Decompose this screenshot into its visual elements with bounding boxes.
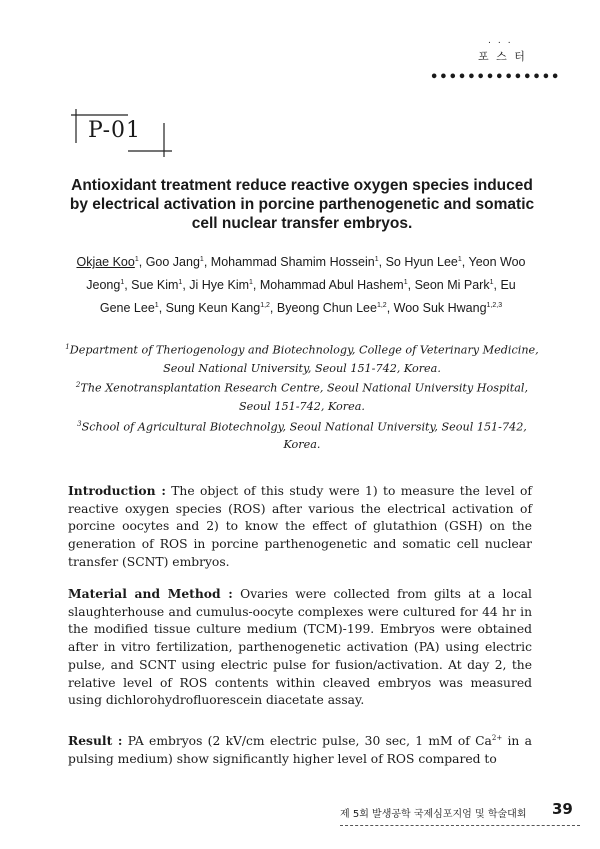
abstract-code: P-01	[88, 118, 142, 143]
affiliation	[64, 339, 540, 377]
author-affiliation-mark: 1	[154, 301, 159, 309]
affiliation-text: Department of Theriogenology and Biotechnology, College of Veterinary Medicine, Seoul National University, Seoul 151-742, Korea.	[69, 343, 539, 375]
affiliation	[64, 416, 540, 454]
author-affiliation-mark: 1	[120, 278, 125, 286]
result-paragraph	[68, 730, 532, 769]
paper-title: Antioxidant treatment reduce reactive oxygen species induced by electrical activation in porcine parthenogenetic and somatic cell nuclear transfer embryos.	[69, 177, 535, 232]
author-affiliation-mark: 1	[178, 278, 183, 286]
author-name: So Hyun Lee	[385, 255, 458, 270]
introduction-text: The object of this study were 1) to measure the level of reactive oxygen species (ROS) after various the electrical activation of porcine oocytes and 2) to know the effect of glutathion (GSH) on the generation of ROS in porcine parthenogenetic and somatic cell nuclear transfer (SCNT) embryos.	[68, 484, 532, 569]
page-number: 39	[552, 800, 573, 818]
author-affiliation-mark: 1	[134, 256, 139, 263]
affiliation-mark: 1	[65, 343, 70, 351]
introduction-paragraph	[68, 482, 532, 572]
author-affiliation-mark: 1	[249, 278, 253, 286]
result-text-a: PA embryos (2 kV/cm electric pulse, 30 sec, 1 mM of Ca	[127, 734, 492, 749]
author-affiliation-mark: 1	[199, 256, 204, 263]
result-superscript: 2+	[491, 734, 503, 742]
author-name: Woo Suk Hwang	[393, 300, 487, 315]
author-name: Seon Mi Park	[414, 277, 490, 292]
author-name: Okjae Koo	[76, 255, 135, 270]
affiliation-list	[64, 339, 540, 454]
author-list: Okjae Koo$^1$, Goo Jang$^1$, Mohammad Shamim Hossein$^1$, So Hyun Lee$^1$, Yeon Woo Jeong$^1$, Sue Kim$^1$, Ji Hye Kim$^1$, Mohammad Abul Hashem$^1$, Seon Mi Park$^1$, Eu Gene Lee$^1$, Sung Keun Kang$^{1,2}$, Byeong Chun Lee$^{1,2}$, Woo Suk Hwang$^{1,2,3}$	[76, 255, 526, 315]
methods-text: Ovaries were collected from gilts at a local slaughterhouse and cumulus-oocyte complexes were cultured for 44 hr in the modified tissue culture medium (TCM)-199. Embryos were obtained after in vitro fertilization, parthenogenetic activation (PA) using electric pulse, and SCNT using electric pulse for fusion/activation. At day 2, the relative level of ROS contents within cleaved embryos was measured using dichlorohydrofluorescein diacetate assay.	[68, 587, 532, 708]
author-affiliation-mark: 1	[457, 256, 462, 263]
affiliation-mark: 2	[75, 381, 81, 390]
section-label: 포 스 터	[478, 50, 527, 63]
author-name: Mohammad Abul Hashem	[259, 277, 404, 292]
author-name: Sue Kim	[131, 277, 179, 292]
methods-heading: Material and Method :	[68, 586, 233, 601]
author-affiliation-mark: 1	[374, 256, 379, 263]
author-name: Mohammad Shamim Hossein	[210, 255, 375, 270]
introduction-heading: Introduction :	[68, 483, 166, 498]
section-dots: ...	[488, 36, 518, 46]
author-affiliation-mark: 1,2,3	[486, 301, 503, 309]
affiliation-text: The Xenotransplantation Research Centre, Seoul National University Hospital, Seoul 151-742, Korea.	[80, 382, 529, 413]
footer-rule	[340, 825, 580, 827]
footer-conference-name: 제 5회 발생공학 국제심포지엄 및 학술대회	[340, 809, 527, 820]
author-name: Eu Gene Lee	[99, 277, 516, 315]
author-name: Byeong Chun Lee	[276, 300, 377, 315]
author-affiliation-mark: 1,2	[376, 301, 387, 309]
result-text-b: in a pulsing medium) show significantly higher level of ROS compared to	[68, 734, 532, 766]
section-dot-rule: ••••••••••••••	[430, 70, 561, 85]
author-affiliation-mark: 1,2	[260, 301, 270, 309]
author-affiliation-mark: 1	[489, 278, 494, 286]
author-name: Ji Hye Kim	[189, 277, 250, 292]
author-name: Sung Keun Kang	[165, 300, 261, 315]
affiliation-text: School of Agricultural Biotechnolgy, Seoul National University, Seoul 151-742, Korea.	[81, 420, 527, 452]
result-heading: Result :	[68, 733, 123, 749]
affiliation-mark: 3	[77, 419, 82, 428]
author-name: Goo Jang	[145, 255, 200, 270]
methods-paragraph	[68, 585, 532, 710]
affiliation	[64, 377, 540, 415]
author-name: Yeon Woo Jeong	[86, 255, 526, 292]
author-affiliation-mark: 1	[403, 278, 408, 286]
